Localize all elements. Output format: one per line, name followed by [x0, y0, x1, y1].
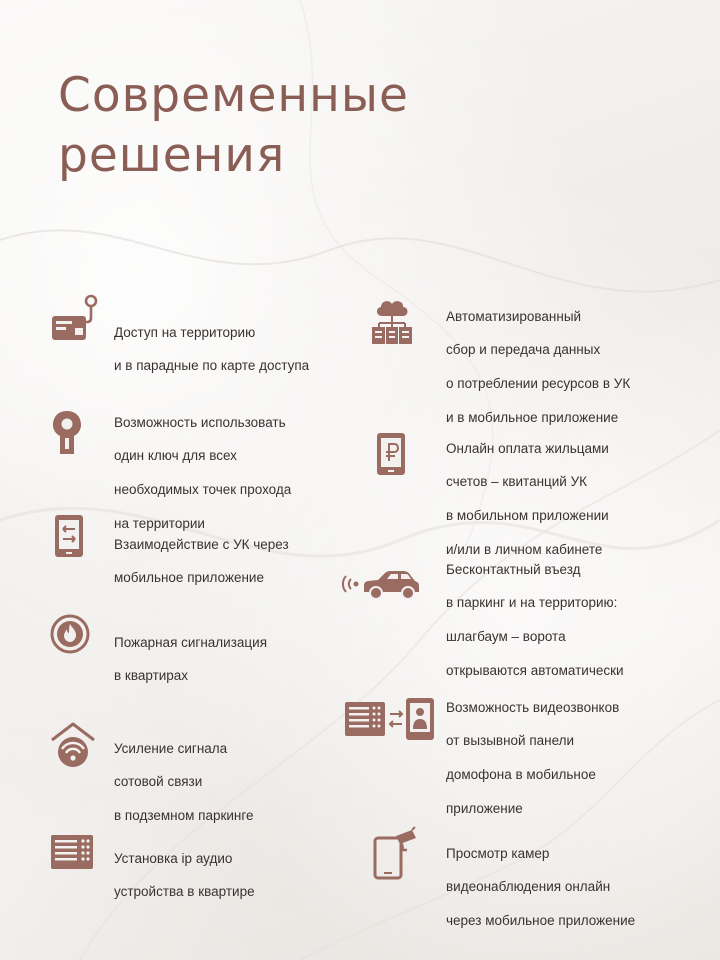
page-title: Современные решения	[58, 68, 409, 183]
ruble-phone-icon	[376, 432, 406, 476]
intercom-panel-icon	[50, 834, 94, 870]
key-icon	[52, 410, 82, 456]
signal-boost-icon	[48, 720, 98, 770]
phone-exchange-icon	[54, 514, 84, 558]
video-call-icon	[344, 696, 436, 742]
feature-data-collection-text: Автоматизированный сбор и передача данных о потреблении ресурсов в УК и в мобильное приложение	[446, 308, 631, 425]
cctv-phone-icon	[372, 826, 418, 880]
feature-signal-text: Усиление сигнала сотовой связи в подземном паркинге	[114, 740, 254, 823]
feature-key-text: Возможность использовать один ключ для всех необходимых точек прохода на территории	[114, 414, 292, 531]
fire-alarm-icon	[50, 614, 90, 654]
feature-fire-alarm-text: Пожарная сигнализация в квартирах	[114, 634, 268, 684]
feature-contactless-entry-text: Бесконтактный въезд в паркинг и на территорию: шлагбаум – ворота открываются автоматически	[446, 561, 624, 678]
feature-app-interaction-text: Взаимодействие с УК через мобильное приложение	[114, 536, 289, 586]
feature-online-payment-text: Онлайн оплата жильцами счетов – квитанций УК в мобильном приложении и/или в личном кабинете	[446, 440, 609, 557]
access-card-icon	[48, 292, 100, 344]
feature-cctv-text: Просмотр камер видеонаблюдения онлайн через мобильное приложение	[446, 845, 636, 928]
car-sensor-icon	[338, 568, 422, 602]
feature-ip-audio-text: Установка ip аудио устройства в квартире	[114, 850, 255, 900]
feature-access-card-text: Доступ на территорию и в парадные по карте доступа	[114, 324, 310, 374]
cloud-data-icon	[370, 296, 414, 346]
feature-video-call-text: Возможность видеозвонков от вызывной панели домофона в мобильное приложение	[446, 699, 620, 816]
